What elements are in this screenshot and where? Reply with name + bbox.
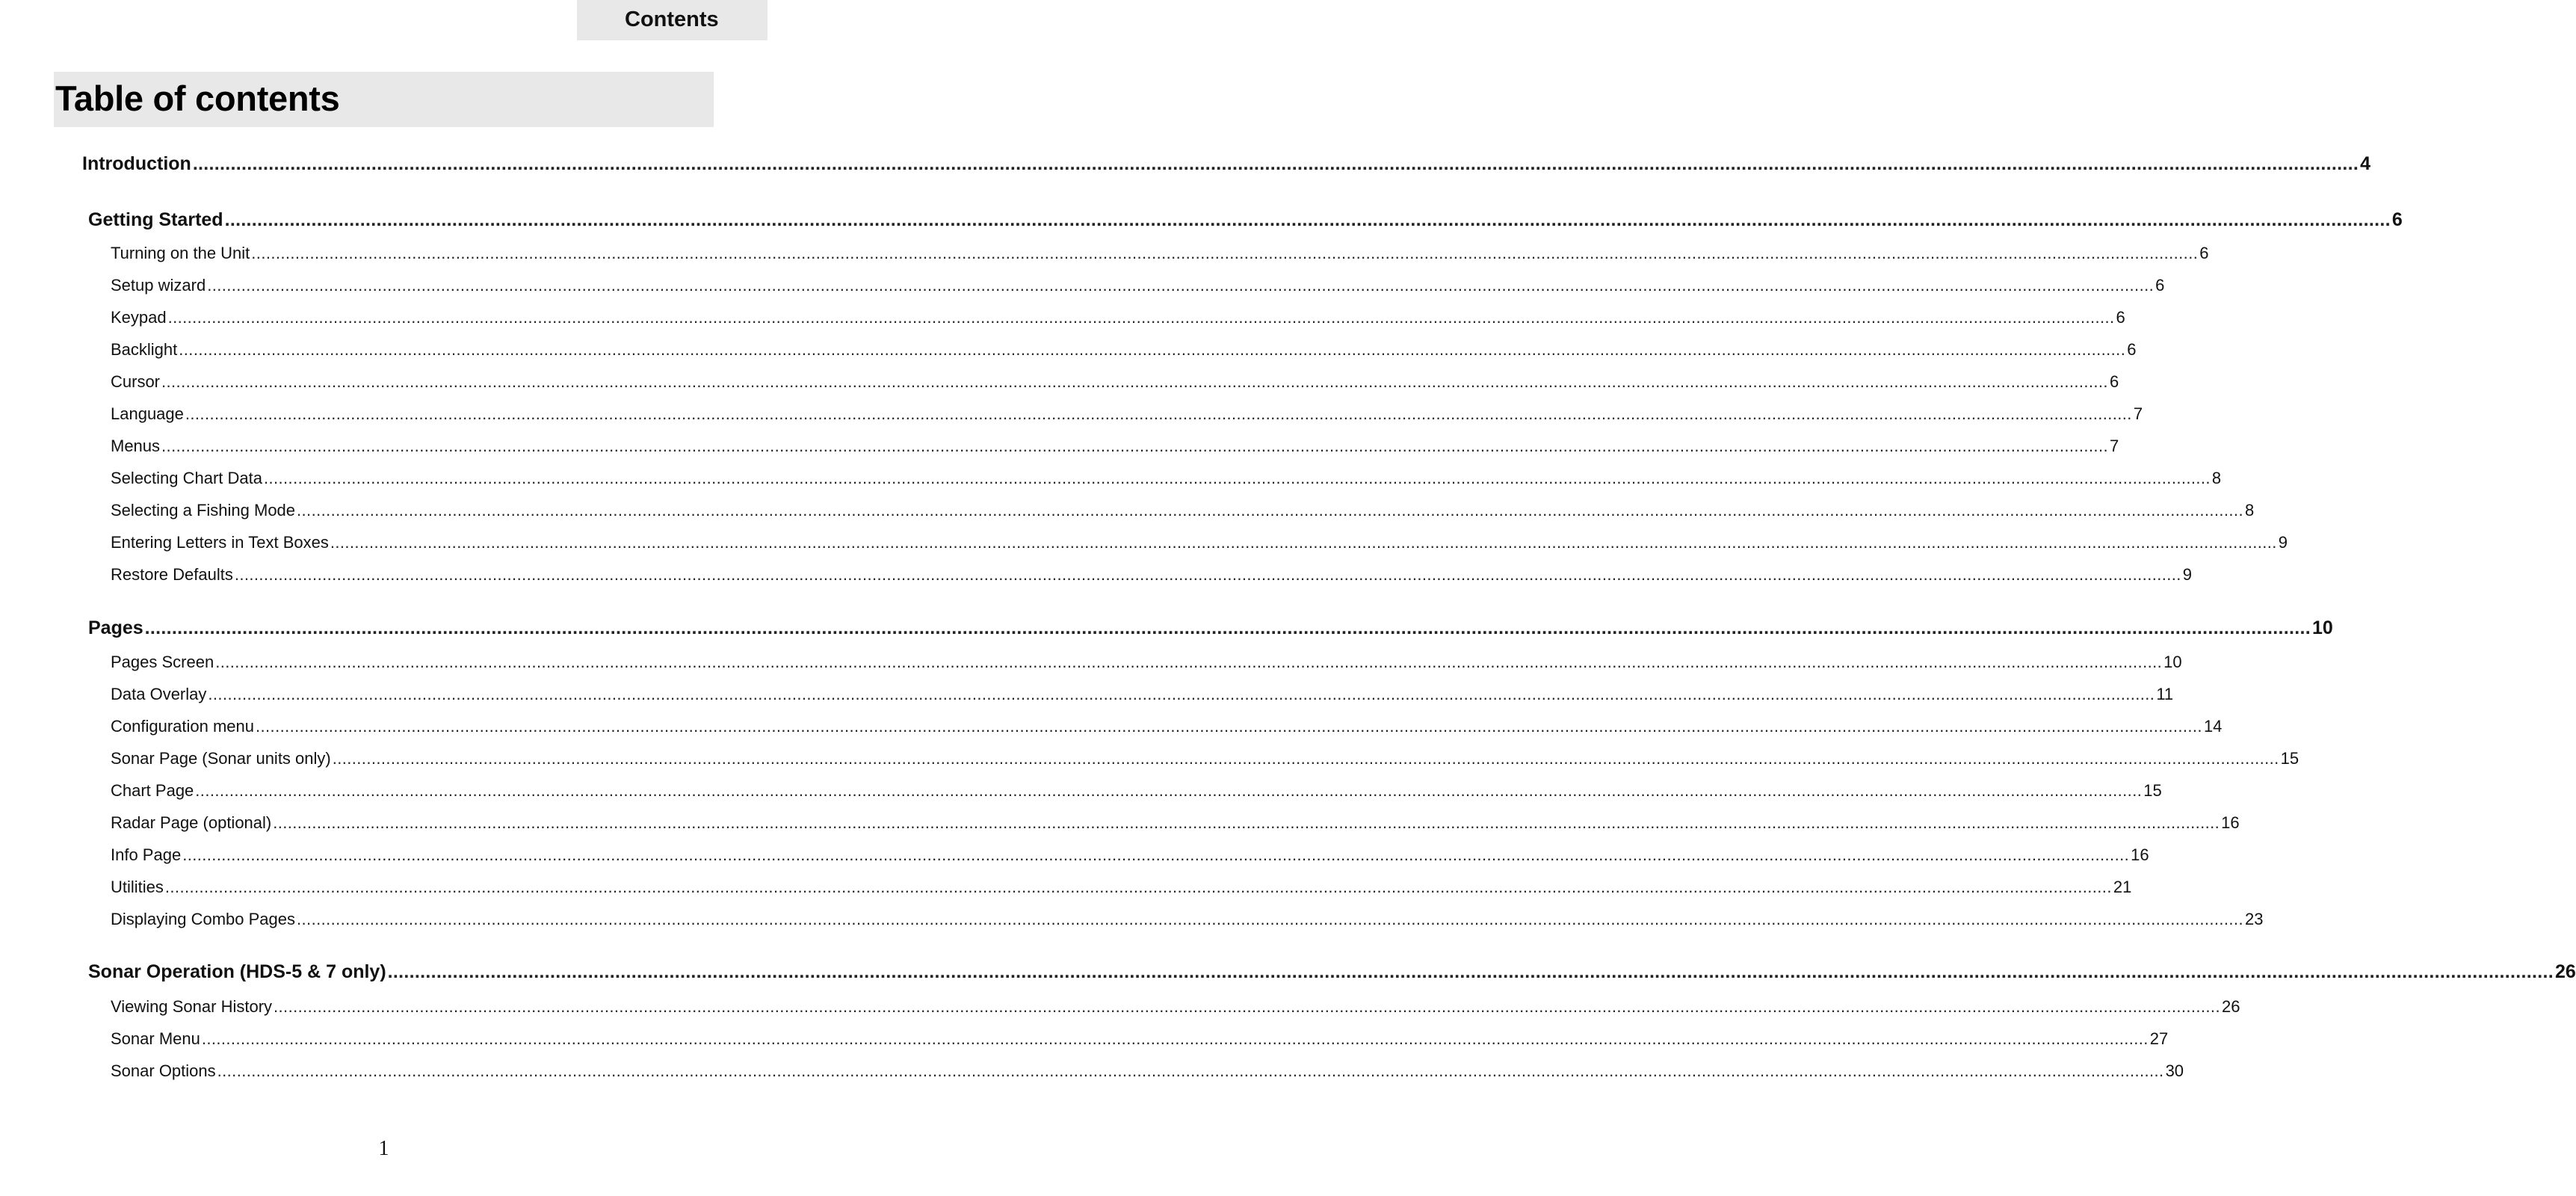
toc-entry-page: 6: [2155, 276, 2165, 295]
toc-entry-page: 16: [2131, 845, 2149, 864]
toc-entry-label: Language: [111, 404, 184, 423]
toc-section-entry[interactable]: [111, 650, 2182, 672]
toc-entry-label: Viewing Sonar History: [111, 997, 273, 1016]
toc-entry-page: 15: [2280, 749, 2299, 768]
toc-entry-page: 6: [2127, 340, 2137, 359]
toc-leader-dots: ................................................................................................................................................................................................................................................................................................................................................................................................................: [208, 685, 2155, 703]
toc-entry-label: Cursor: [111, 372, 161, 391]
toc-entry-label: Entering Letters in Text Boxes: [111, 533, 329, 552]
toc-section-entry[interactable]: [111, 810, 2240, 833]
toc-entry-page: 21: [2113, 878, 2132, 896]
toc-entry-page: 6: [2391, 209, 2403, 230]
toc-section-entry[interactable]: [111, 907, 2264, 929]
toc-entry-page: 4: [2360, 153, 2371, 174]
toc-entry-page: 23: [2244, 910, 2264, 928]
toc-section-entry[interactable]: [111, 746, 2299, 768]
toc-leader-dots: ................................................................................................................................................................................................................................................................................................................................................................................................................: [144, 617, 2311, 638]
toc-section-entry[interactable]: [111, 498, 2255, 520]
toc-chapter-entry[interactable]: [88, 958, 2576, 983]
toc-entry-label: Info Page: [111, 845, 182, 864]
section-header-label: Contents: [625, 7, 719, 31]
toc-leader-dots: ................................................................................................................................................................................................................................................................................................................................................................................................................: [161, 372, 2108, 391]
toc-entry-page: 6: [2109, 372, 2119, 391]
toc-entry-page: 6: [2116, 308, 2125, 327]
toc-chapter-entry[interactable]: [88, 614, 2333, 639]
toc-entry-page: 8: [2211, 469, 2222, 487]
toc-section-entry[interactable]: [111, 994, 2240, 1017]
toc-entry-page: 30: [2165, 1061, 2184, 1080]
toc-leader-dots: ................................................................................................................................................................................................................................................................................................................................................................................................................: [182, 845, 2130, 864]
toc-leader-dots: ................................................................................................................................................................................................................................................................................................................................................................................................................: [207, 276, 2155, 295]
toc-entry-label: Configuration menu: [111, 717, 255, 736]
toc-leader-dots: ................................................................................................................................................................................................................................................................................................................................................................................................................: [273, 813, 2220, 832]
toc-leader-dots: ................................................................................................................................................................................................................................................................................................................................................................................................................: [330, 533, 2277, 552]
toc-section-entry[interactable]: [111, 401, 2143, 424]
page-number: 1: [378, 1137, 389, 1160]
toc-entry-label: Pages Screen: [111, 653, 214, 671]
toc-entry-label: Introduction: [82, 153, 191, 174]
toc-leader-dots: ................................................................................................................................................................................................................................................................................................................................................................................................................: [387, 961, 2554, 982]
toc-entry-page: 16: [2221, 813, 2240, 832]
toc-entry-page: 7: [2109, 437, 2119, 455]
toc-entry-page: 6: [2199, 244, 2209, 262]
page-title: Table of contents: [55, 78, 340, 118]
toc-entry-label: Turning on the Unit: [111, 244, 250, 262]
toc-entry-label: Getting Started: [88, 209, 223, 230]
toc-section-entry[interactable]: [111, 682, 2174, 704]
toc-entry-label: Keypad: [111, 308, 167, 327]
toc-entry-label: Data Overlay: [111, 685, 207, 703]
toc-entry-label: Backlight: [111, 340, 178, 359]
toc-leader-dots: ................................................................................................................................................................................................................................................................................................................................................................................................................: [195, 781, 2143, 800]
toc-section-entry[interactable]: [111, 466, 2222, 488]
toc-section-entry[interactable]: [111, 434, 2119, 456]
toc-entry-page: 7: [2133, 404, 2143, 423]
toc-leader-dots: ................................................................................................................................................................................................................................................................................................................................................................................................................: [297, 501, 2243, 520]
toc-entry-page: 10: [2312, 617, 2333, 638]
toc-leader-dots: ................................................................................................................................................................................................................................................................................................................................................................................................................: [256, 717, 2202, 736]
toc-leader-dots: ................................................................................................................................................................................................................................................................................................................................................................................................................: [164, 878, 2112, 896]
toc-leader-dots: ................................................................................................................................................................................................................................................................................................................................................................................................................: [167, 308, 2115, 327]
toc-section-entry[interactable]: [111, 778, 2162, 801]
toc-leader-dots: ................................................................................................................................................................................................................................................................................................................................................................................................................: [234, 565, 2181, 584]
toc-section-entry[interactable]: [111, 1026, 2169, 1049]
toc-entry-page: 9: [2278, 533, 2288, 552]
toc-entry-page: 10: [2163, 653, 2182, 671]
toc-entry-label: Displaying Combo Pages: [111, 910, 296, 928]
toc-leader-dots: ................................................................................................................................................................................................................................................................................................................................................................................................................: [332, 749, 2279, 768]
toc-section-entry[interactable]: [111, 1058, 2184, 1081]
toc-section-entry[interactable]: [111, 241, 2209, 263]
toc-leader-dots: ................................................................................................................................................................................................................................................................................................................................................................................................................: [297, 910, 2243, 928]
toc-section-entry[interactable]: [111, 530, 2288, 552]
toc-section-entry[interactable]: [111, 714, 2223, 736]
toc-entry-label: Utilities: [111, 878, 164, 896]
toc-entry-label: Selecting a Fishing Mode: [111, 501, 296, 520]
toc-entry-page: 11: [2156, 685, 2174, 703]
toc-entry-page: 26: [2555, 961, 2576, 982]
toc-chapter-entry[interactable]: [88, 206, 2403, 231]
toc-leader-dots: ................................................................................................................................................................................................................................................................................................................................................................................................................: [264, 469, 2211, 487]
toc-section-entry[interactable]: [111, 337, 2137, 360]
toc-entry-label: Radar Page (optional): [111, 813, 272, 832]
toc-leader-dots: ................................................................................................................................................................................................................................................................................................................................................................................................................: [201, 1029, 2149, 1048]
toc-chapter-entry[interactable]: [82, 150, 2371, 175]
toc-leader-dots: ................................................................................................................................................................................................................................................................................................................................................................................................................: [217, 1061, 2164, 1080]
toc-section-entry[interactable]: [111, 305, 2125, 327]
toc-leader-dots: ................................................................................................................................................................................................................................................................................................................................................................................................................: [179, 340, 2126, 359]
toc-entry-label: Menus: [111, 437, 161, 455]
toc-entry-label: Setup wizard: [111, 276, 206, 295]
toc-leader-dots: ................................................................................................................................................................................................................................................................................................................................................................................................................: [192, 153, 2359, 174]
toc-entry-page: 8: [2244, 501, 2255, 520]
toc-entry-label: Sonar Page (Sonar units only): [111, 749, 331, 768]
toc-leader-dots: ................................................................................................................................................................................................................................................................................................................................................................................................................: [161, 437, 2108, 455]
toc-entry-label: Chart Page: [111, 781, 194, 800]
toc-entry-page: 14: [2203, 717, 2223, 736]
toc-entry-page: 15: [2143, 781, 2162, 800]
toc-section-entry[interactable]: [111, 369, 2119, 392]
toc-entry-label: Selecting Chart Data: [111, 469, 262, 487]
toc-entry-page: 9: [2182, 565, 2193, 584]
toc-leader-dots: ................................................................................................................................................................................................................................................................................................................................................................................................................: [224, 209, 2391, 230]
toc-entry-label: Sonar Menu: [111, 1029, 200, 1048]
toc-leader-dots: ................................................................................................................................................................................................................................................................................................................................................................................................................: [215, 653, 2163, 671]
toc-leader-dots: ................................................................................................................................................................................................................................................................................................................................................................................................................: [251, 244, 2199, 262]
toc-leader-dots: ................................................................................................................................................................................................................................................................................................................................................................................................................: [185, 404, 2132, 423]
toc-entry-page: 27: [2149, 1029, 2169, 1048]
toc-entry-label: Sonar Operation (HDS-5 & 7 only): [88, 961, 386, 982]
toc-section-entry[interactable]: [111, 273, 2165, 295]
toc-section-entry[interactable]: [111, 875, 2132, 897]
toc-section-entry[interactable]: [111, 562, 2193, 585]
toc-entry-label: Pages: [88, 617, 143, 638]
toc-entry-page: 26: [2221, 997, 2240, 1016]
toc-entry-label: Sonar Options: [111, 1061, 216, 1080]
toc-leader-dots: ................................................................................................................................................................................................................................................................................................................................................................................................................: [274, 997, 2220, 1016]
toc-section-entry[interactable]: [111, 842, 2149, 865]
toc-entry-label: Restore Defaults: [111, 565, 233, 584]
